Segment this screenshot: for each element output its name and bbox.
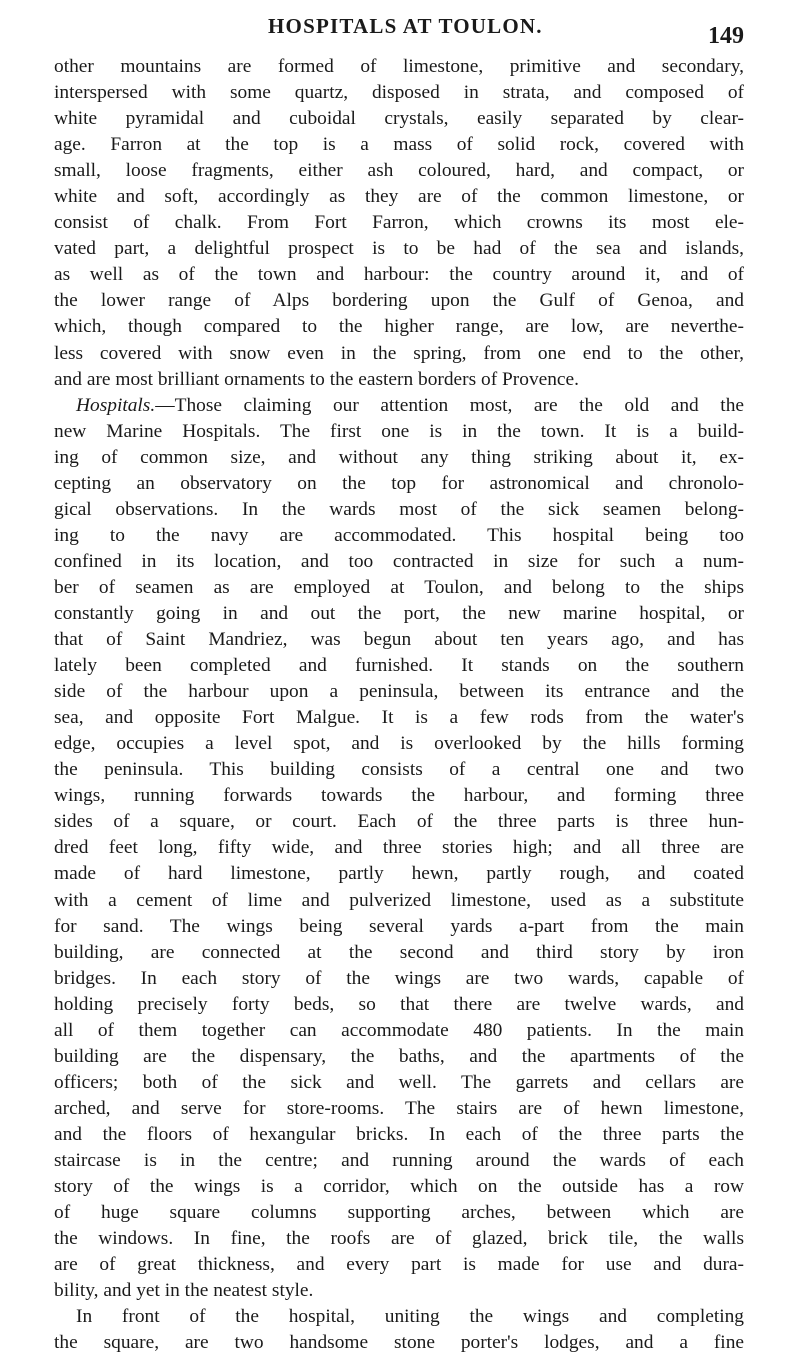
text-line: In front of the hospital, uniting the wings and completing [76, 1306, 744, 1328]
text-line: gical observations. In the wards most of the sick seamen belong- [54, 498, 744, 520]
text-line: arched, and serve for store-rooms. The stairs are of hewn limestone, [54, 1097, 744, 1119]
text-line: ing to the navy are accommodated. This hospital being too [54, 524, 744, 546]
text-line: confined in its location, and too contracted in size for such a num- [54, 550, 744, 572]
text-line: vated part, a delightful prospect is to be had of the sea and islands, [54, 238, 744, 260]
text-line: less covered with snow even in the spring, from one end to the other, [54, 342, 744, 364]
text-line: interspersed with some quartz, disposed in strata, and composed of [54, 82, 744, 104]
text-line: all of them together can accommodate 480 patients. In the main [54, 1019, 744, 1041]
text-line: building are the dispensary, the baths, and the apartments of the [54, 1045, 744, 1067]
text-line: consist of chalk. From Fort Farron, which crowns its most ele- [54, 212, 744, 234]
hospitals-heading: Hospitals. [76, 394, 156, 416]
text-line: white pyramidal and cuboidal crystals, easily separated by clear- [54, 108, 744, 130]
text-line: white and soft, accordingly as they are of the common limestone, or [54, 186, 744, 208]
text-line: edge, occupies a level spot, and is overlooked by the hills forming [54, 733, 744, 755]
text-line: the square, are two handsome stone porter's lodges, and a fine [54, 1332, 744, 1354]
text-line: and the floors of hexangular bricks. In each of the three parts the [54, 1123, 744, 1145]
text-line: dred feet long, fifty wide, and three stories high; and all three are [54, 837, 744, 859]
text-line: as well as of the town and harbour: the country around it, and of [54, 264, 744, 286]
text-line: story of the wings is a corridor, which on the outside has a row [54, 1176, 744, 1198]
text-line: sea, and opposite Fort Malgue. It is a few rods from the water's [54, 707, 744, 729]
text-line: side of the harbour upon a peninsula, between its entrance and the [54, 681, 744, 703]
text-line: other mountains are formed of limestone, primitive and secondary, [54, 56, 744, 77]
text-line: for sand. The wings being several yards a-part from the main [54, 915, 744, 937]
text-line: wings, running forwards towards the harbour, and forming three [54, 785, 744, 807]
text-line: ing of common size, and without any thing striking about it, ex- [54, 446, 744, 468]
text-line: of huge square columns supporting arches, between which are [54, 1202, 744, 1224]
text-line: bility, and yet in the neatest style. [54, 1280, 314, 1302]
text-line: and are most brilliant ornaments to the eastern borders of Provence. [54, 368, 579, 390]
text-line: made of hard limestone, partly hewn, partly rough, and coated [54, 863, 744, 885]
text-line: the peninsula. This building consists of a central one and two [54, 759, 744, 781]
text-line: small, loose fragments, either ash coloured, hard, and compact, or [54, 160, 744, 182]
page-number: 149 [708, 23, 744, 49]
text-line: staircase is in the centre; and running around the wards of each [54, 1149, 744, 1171]
text-line: age. Farron at the top is a mass of solid rock, covered with [54, 134, 744, 156]
text-line: officers; both of the sick and well. The garrets and cellars are [54, 1071, 744, 1093]
text-line: new Marine Hospitals. The first one is in the town. It is a build- [54, 420, 744, 442]
hospitals-paragraph-start [54, 393, 744, 419]
text-line: are of great thickness, and every part is made for use and dura- [54, 1254, 744, 1276]
book-page [54, 10, 744, 1356]
text-line: the lower range of Alps bordering upon the Gulf of Genoa, and [54, 290, 744, 312]
text-line-rest: —Those claiming our attention most, are the old and the [155, 394, 744, 416]
text-line: the windows. In fine, the roofs are of glazed, brick tile, the walls [54, 1228, 744, 1250]
body-text [54, 54, 744, 1356]
text-line: with a cement of lime and pulverized limestone, used as a substitute [54, 889, 744, 911]
page-header [54, 10, 744, 54]
text-line: lately been completed and furnished. It stands on the southern [54, 655, 744, 677]
text-line: sides of a square, or court. Each of the three parts is three hun- [54, 811, 744, 833]
text-line: holding precisely forty beds, so that there are twelve wards, and [54, 993, 744, 1015]
text-line: which, though compared to the higher range, are low, are neverthe- [54, 316, 744, 338]
text-line: cepting an observatory on the top for astronomical and chronolo- [54, 472, 744, 494]
text-line: building, are connected at the second and third story by iron [54, 941, 744, 963]
text-line: constantly going in and out the port, the new marine hospital, or [54, 602, 744, 624]
running-head: HOSPITALS AT TOULON. [268, 14, 543, 38]
text-line: bridges. In each story of the wings are two wards, capable of [54, 967, 744, 989]
text-line: ber of seamen as are employed at Toulon, and belong to the ships [54, 576, 744, 598]
text-line: that of Saint Mandriez, was begun about ten years ago, and has [54, 629, 744, 651]
